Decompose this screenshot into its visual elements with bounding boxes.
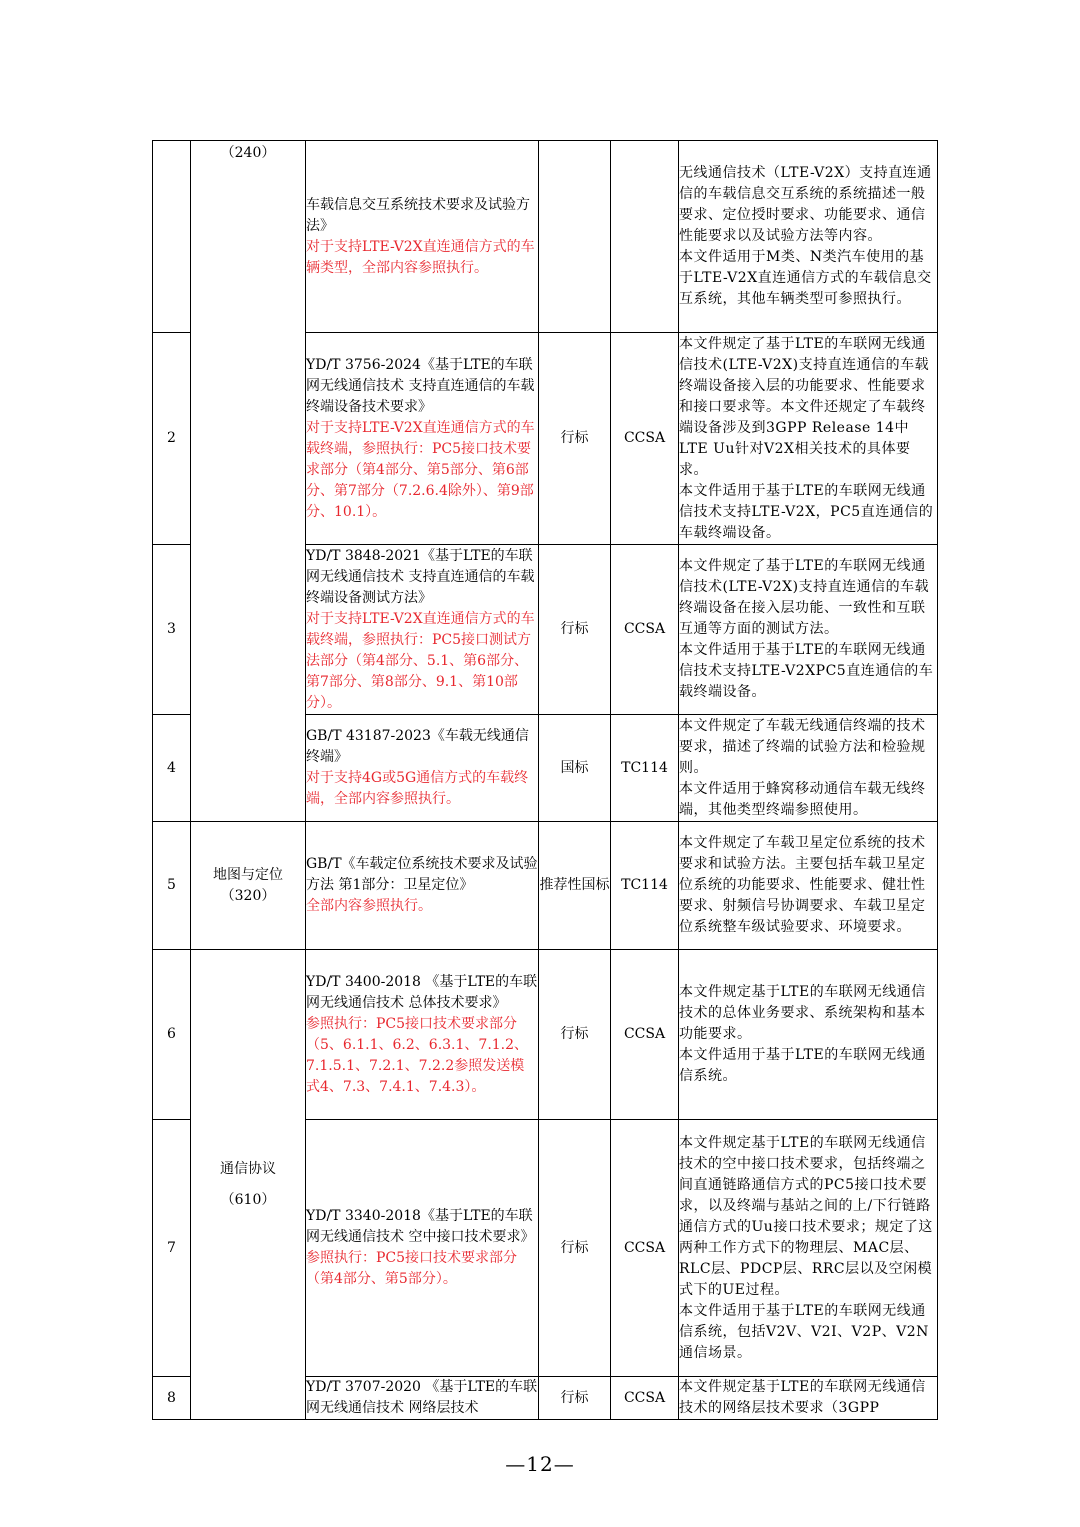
standard-title: 车载信息交互系统技术要求及试验方法》 — [306, 196, 530, 234]
standard-title: YD/T 3707-2020 《基于LTE的车联网无线通信技术 网络层技术 — [306, 1379, 538, 1416]
standard-note: 全部内容参照执行。 — [306, 898, 432, 914]
description-paragraph: 本文件规定基于LTE的车联网无线通信技术的总体业务要求、系统架构和基本功能要求。 — [679, 984, 926, 1042]
standard-note: 对于支持LTE-V2X直连通信方式的车辆类型，全部内容参照执行。 — [306, 238, 535, 276]
standard-note: 参照执行：PC5接口技术要求部分（第4部分、第5部分）。 — [306, 1250, 518, 1287]
table-row — [153, 141, 938, 333]
description-paragraph: 本文件适用于基于LTE的车联网无线通信系统。 — [679, 1047, 926, 1084]
description-paragraph: 本文件规定基于LTE的车联网无线通信技术的网络层技术要求（3GPP — [679, 1379, 926, 1416]
standard-description — [679, 950, 938, 1120]
table-row — [153, 822, 938, 950]
standard-note: 对于支持LTE-V2X直连通信方式的车载终端，参照执行：PC5接口技术要求部分（第4部分、第5部分、第6部分、第7部分（7.2.6.4除外）、第9部分、10.1）。 — [306, 419, 535, 520]
standard-type: 行标 — [539, 545, 611, 715]
standard-type: 行标 — [539, 1377, 611, 1420]
standard-description — [679, 545, 938, 715]
standard-name-cell — [306, 333, 539, 545]
description-paragraph: 本文件适用于基于LTE的车联网无线通信技术支持LTE-V2X，PC5直连通信的车载终端设备。 — [679, 482, 934, 541]
standard-type: 推荐性国标 — [539, 822, 611, 950]
standard-description — [679, 715, 938, 822]
page-number: —12— — [505, 1452, 575, 1476]
standard-description — [679, 822, 938, 950]
description-paragraph: 本文件适用于蜂窝移动通信车载无线终端，其他类型终端参照使用。 — [679, 780, 926, 818]
standards-table — [152, 140, 938, 1420]
standard-type — [539, 141, 611, 333]
standard-org: CCSA — [611, 950, 679, 1120]
description-paragraph: 本文件适用于基于LTE的车联网无线通信技术支持LTE-V2XPC5直连通信的车载终端设备。 — [679, 642, 934, 700]
standard-org: CCSA — [611, 1120, 679, 1377]
standard-name-cell — [306, 822, 539, 950]
description-paragraph: 本文件规定了基于LTE的车联网无线通信技术(LTE-V2X)支持直连通信的车载终端设备在接入层功能、一致性和互联互通等方面的测试方法。 — [679, 558, 930, 637]
standard-org: CCSA — [611, 333, 679, 545]
standard-title: YD/T 3400-2018 《基于LTE的车联网无线通信技术 总体技术要求》 — [306, 973, 538, 1011]
standard-title: YD/T 3756-2024《基于LTE的车联网无线通信技术 支持直连通信的车载终端设备技术要求》 — [306, 356, 535, 415]
standard-type: 行标 — [539, 333, 611, 545]
standard-type: 行标 — [539, 1120, 611, 1377]
standard-name-cell — [306, 1377, 539, 1420]
row-number: 3 — [153, 545, 191, 715]
category-cell — [191, 950, 306, 1420]
standard-name-cell — [306, 545, 539, 715]
standard-type: 行标 — [539, 950, 611, 1120]
description-paragraph: 本文件规定了基于LTE的车联网无线通信技术(LTE-V2X)支持直连通信的车载终端设备接入层的功能要求、性能要求和接口要求等。本文件还规定了车载终端设备涉及到3GPP Release 14中LTE Uu针对V2X相关技术的具体要求。 — [679, 335, 930, 478]
row-number: 6 — [153, 950, 191, 1120]
row-number: 2 — [153, 333, 191, 545]
standard-note: 对于支持LTE-V2X直连通信方式的车载终端，参照执行：PC5接口测试方法部分（第4部分、5.1、第6部分、第7部分、第8部分、9.1、第10部分）。 — [306, 610, 535, 711]
row-number: 8 — [153, 1377, 191, 1420]
standard-name-cell — [306, 715, 539, 822]
row-number: 4 — [153, 715, 191, 822]
standard-description — [679, 1120, 938, 1377]
category-code: （240） — [220, 145, 276, 161]
description-paragraph: 本文件适用于基于LTE的车联网无线通信系统，包括V2V、V2I、V2P、V2N通信场景。 — [679, 1302, 929, 1361]
category-code: （320） — [220, 887, 276, 904]
standard-title: GB/T 43187-2023《车载无线通信终端》 — [306, 728, 529, 765]
category-name: 地图与定位 — [213, 866, 283, 883]
table-row — [153, 950, 938, 1120]
standard-note: 参照执行：PC5接口技术要求部分（5、6.1.1、6.2、6.3.1、7.1.2、7.1.5.1、7.2.1、7.2.2参照发送模式4、7.3、7.4.1、7.4.3）。 — [306, 1015, 529, 1095]
standard-title: YD/T 3340-2018《基于LTE的车联网无线通信技术 空中接口技术要求》 — [306, 1208, 535, 1245]
standard-org: TC114 — [611, 822, 679, 950]
standard-name-cell — [306, 950, 539, 1120]
row-number: 5 — [153, 822, 191, 950]
row-number — [153, 141, 191, 333]
standard-title: GB/T《车载定位系统技术要求及试验方法 第1部分：卫星定位》 — [306, 856, 538, 893]
standard-description — [679, 141, 938, 333]
description-paragraph: 无线通信技术（LTE-V2X）支持直连通信的车载信息交互系统的系统描述一般要求、定位授时要求、功能要求、通信性能要求以及试验方法等内容。 — [679, 165, 932, 244]
category-name: 通信协议 — [220, 1160, 276, 1177]
standard-org: TC114 — [611, 715, 679, 822]
standard-name-cell — [306, 1120, 539, 1377]
standard-org: CCSA — [611, 1377, 679, 1420]
standard-type: 国标 — [539, 715, 611, 822]
description-paragraph: 本文件适用于M类、N类汽车使用的基于LTE-V2X直连通信方式的车载信息交互系统，其他车辆类型可参照执行。 — [679, 249, 932, 307]
description-paragraph: 本文件规定了车载卫星定位系统的技术要求和试验方法。主要包括车载卫星定位系统的功能要求、性能要求、健壮性要求、射频信号协调要求、车载卫星定位系统整车级试验要求、环境要求。 — [679, 835, 926, 935]
standard-org: CCSA — [611, 545, 679, 715]
category-cell — [191, 141, 306, 822]
row-number: 7 — [153, 1120, 191, 1377]
category-cell — [191, 822, 306, 950]
standard-org — [611, 141, 679, 333]
description-paragraph: 本文件规定基于LTE的车联网无线通信技术的空中接口技术要求，包括终端之间直通链路通信方式的PC5接口技术要求，以及终端与基站之间的上/下行链路通信方式的Uu接口技术要求；规定了这两种工作方式下的物理层、MAC层、RLC层、PDCP层、RRC层以及空闲模式下的UE过程。 — [679, 1134, 933, 1298]
standard-name-cell — [306, 141, 539, 333]
standard-description — [679, 333, 938, 545]
standard-description — [679, 1377, 938, 1420]
description-paragraph: 本文件规定了车载无线通信终端的技术要求，描述了终端的试验方法和检验规则。 — [679, 717, 926, 776]
category-code: （610） — [220, 1191, 276, 1208]
standard-note: 对于支持4G或5G通信方式的车载终端，全部内容参照执行。 — [306, 770, 529, 807]
standard-title: YD/T 3848-2021《基于LTE的车联网无线通信技术 支持直连通信的车载终端设备测试方法》 — [306, 547, 535, 606]
